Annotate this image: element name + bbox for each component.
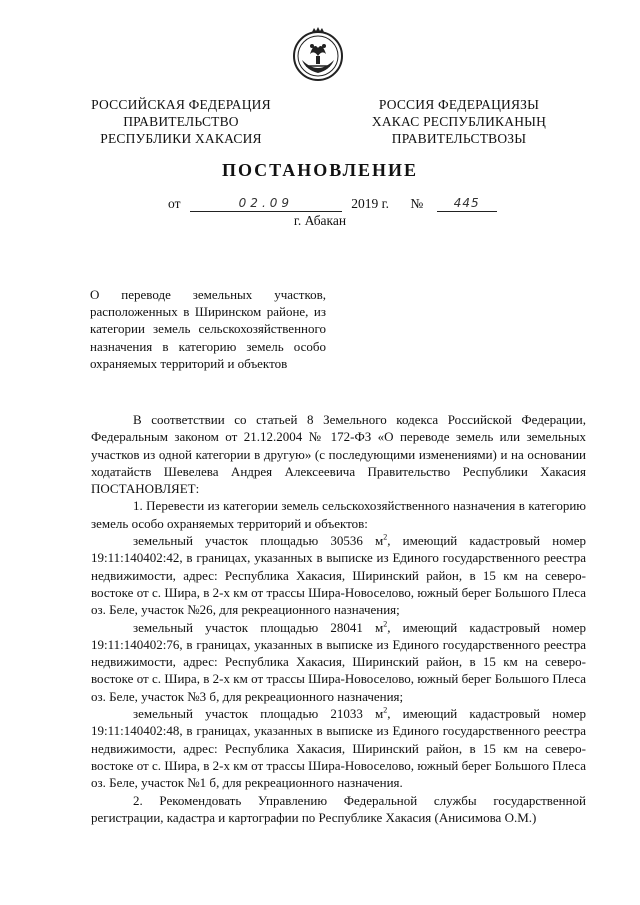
number-label: № <box>410 196 424 211</box>
parcel-unit: м <box>375 619 384 635</box>
subject-block <box>90 286 326 372</box>
parcel-end: ; <box>396 602 400 618</box>
parcel-unit-exp: 2 <box>383 619 388 629</box>
parcel-plot: №1 б <box>187 775 217 791</box>
item-2-paragraph: 2. Рекомендовать Управлению Федеральной службы государственной регистрации, кадастра и картографии по Республике Хакасия (Анисимова О.М.) <box>91 792 586 825</box>
header-right-line: ПРАВИТЕЛЬСТВОЗЫ <box>391 131 527 146</box>
parcel-unit-exp: 2 <box>383 532 388 542</box>
body-text <box>91 411 586 826</box>
intro-text: В соответствии со статьей 8 Земельного кодекса Российской Федерации, Федеральным законом от 21.12.2004 № 172-ФЗ «О переводе земель или земельных участков из одной категории в другую» (с последующими изменениями) и на основании ходатайств Шевелева Андрея Алексеевича Правительство Республики Хакасия <box>91 412 586 479</box>
parcel-text: , имеющий кадастровый номер <box>387 533 587 549</box>
parcel-paragraph <box>91 619 586 705</box>
parcel-paragraph <box>91 532 586 618</box>
parcel-cadastral: 19:11:140402:42 <box>91 550 180 566</box>
header-left <box>66 96 296 147</box>
parcel-text: земельный участок площадью <box>133 619 319 635</box>
header-left-line: ПРАВИТЕЛЬСТВО <box>123 114 239 129</box>
parcel-paragraph <box>91 705 586 791</box>
parcel-text: , в границах, указанных в выписке из Единого государственного реестра недвижимости, адрес: Республика Хакасия, Ширинский район, в 15 км на северо-востоке от с. Шира, в 2-х км от трассы Шира-Новоселово, южный берег Большого Плеса оз. Беле, участок <box>91 636 586 704</box>
parcel-plot: №3 б <box>187 688 217 704</box>
number-handwritten: 445 <box>437 195 497 212</box>
header-left-line: РЕСПУБЛИКИ ХАКАСИЯ <box>100 131 262 146</box>
header-right <box>344 96 574 147</box>
header-right-line: ХАКАС РЕСПУБЛИКАНЫҢ <box>371 114 547 129</box>
parcel-unit-exp: 2 <box>383 705 388 715</box>
date-handwritten: 02.09 <box>190 195 342 212</box>
document-title: ПОСТАНОВЛЕНИЕ <box>221 160 419 180</box>
header-right-line: РОССИЯ ФЕДЕРАЦИЯЗЫ <box>378 97 540 112</box>
city: г. Абакан <box>293 213 347 228</box>
parcel-area: 21033 <box>330 706 363 722</box>
parcel-area: 28041 <box>330 619 363 635</box>
subject-text: О переводе земельных участков, расположенных в Ширинском районе, из категории земель сельскохозяйственного назначения в категорию земель особо охраняемых территорий и объектов <box>90 287 326 371</box>
parcel-text: , для рекреационного назначения <box>212 602 397 618</box>
parcel-text: , в границах, указанных в выписке из Единого государственного реестра недвижимости, адрес: Республика Хакасия, Ширинский район, в 15 км на северо-востоке от с. Шира, в 2-х км от трассы Шира-Новоселово, южный берег Большого Плеса оз. Беле, участок <box>91 550 586 618</box>
parcel-text: , в границах, указанных в выписке из Единого государственного реестра недвижимости, адрес: Республика Хакасия, Ширинский район, в 15 км на северо-востоке от с. Шира, в 2-х км от трассы Шира-Новоселово, южный берег Большого Плеса оз. Беле, участок <box>91 723 586 791</box>
parcel-text: , для рекреационного назначения <box>216 775 400 791</box>
intro-keyword: ПОСТАНОВЛЯЕТ: <box>91 481 200 497</box>
item-1-paragraph: 1. Перевести из категории земель сельскохозяйственного назначения в категорию земель особо охраняемых территорий и объектов: <box>91 498 586 531</box>
parcel-text: земельный участок площадью <box>133 533 319 549</box>
parcel-cadastral: 19:11:140402:48 <box>91 723 180 739</box>
parcel-plot: №26 <box>187 602 213 618</box>
parcel-area: 30536 <box>330 533 363 549</box>
date-prefix: от <box>168 196 181 211</box>
date-line <box>168 195 497 213</box>
parcel-end: . <box>399 775 403 791</box>
parcel-cadastral: 19:11:140402:76 <box>91 636 180 652</box>
parcel-text: , для рекреационного назначения <box>216 688 400 704</box>
header-left-line: РОССИЙСКАЯ ФЕДЕРАЦИЯ <box>91 97 271 112</box>
date-year: 2019 г. <box>351 196 389 211</box>
parcel-text: , имеющий кадастровый номер <box>387 706 587 722</box>
parcel-text: , имеющий кадастровый номер <box>387 619 587 635</box>
parcel-end: ; <box>399 688 404 704</box>
intro-paragraph <box>91 411 586 497</box>
coat-of-arms-emblem <box>290 26 346 82</box>
parcel-text: земельный участок площадью <box>133 706 319 722</box>
parcel-unit: м <box>375 706 384 722</box>
parcel-unit: м <box>375 533 384 549</box>
